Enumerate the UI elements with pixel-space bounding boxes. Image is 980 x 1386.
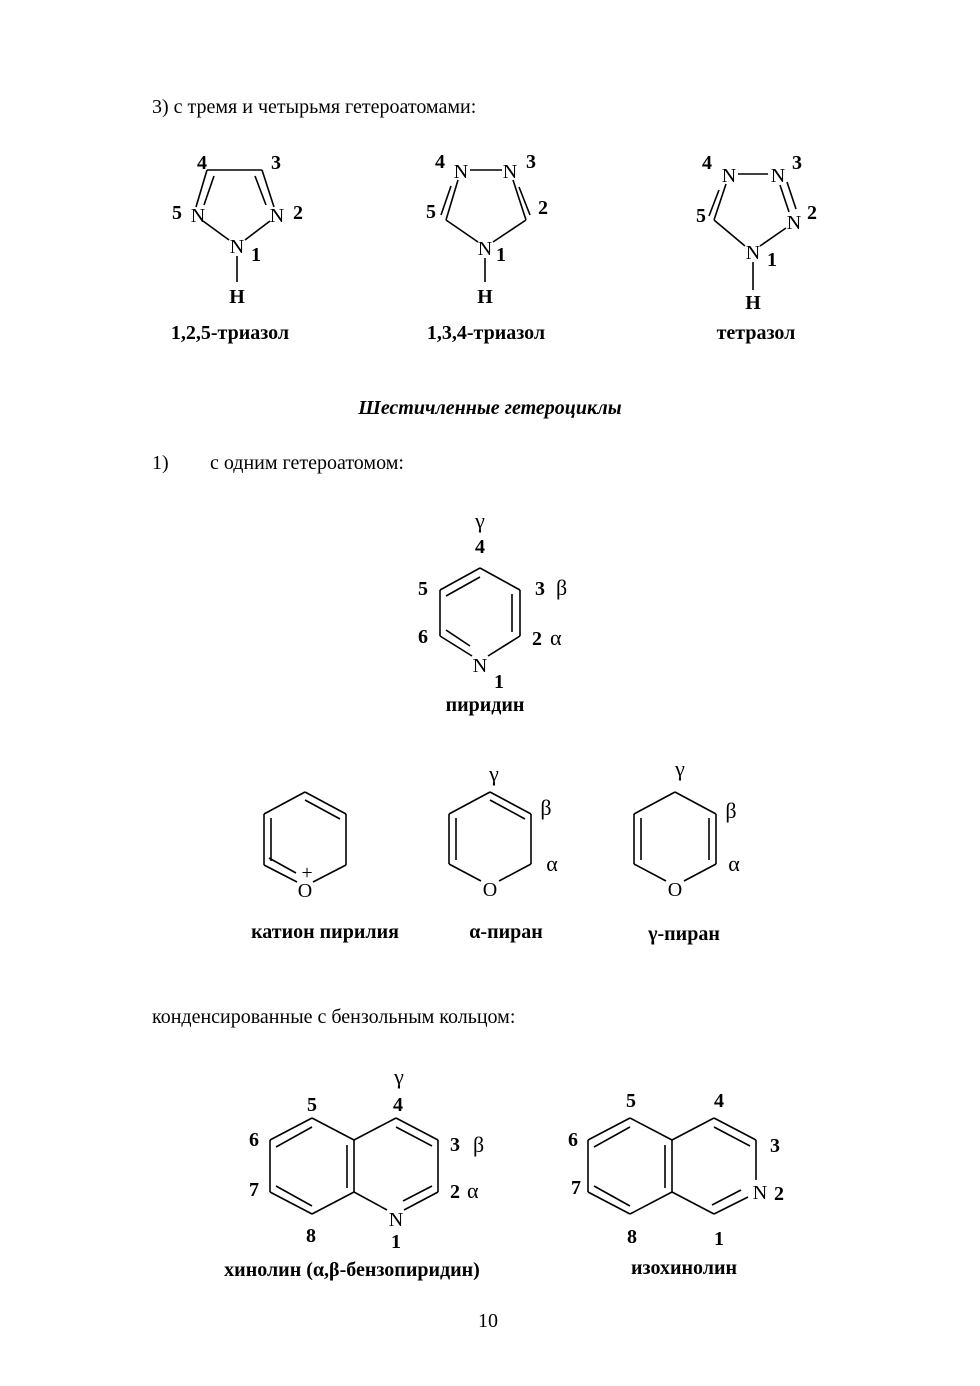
tetrazole-atom-n4: N bbox=[721, 165, 737, 187]
triazole-134-pos-5: 5 bbox=[426, 201, 436, 223]
intro-three-four-heteroatoms: 3) с тремя и четырьмя гетероатомами: bbox=[152, 96, 477, 118]
gamma-pyran-beta: β bbox=[725, 798, 737, 823]
alpha-pyran-name bbox=[406, 921, 606, 944]
tetrazole-atom-n3: N bbox=[770, 165, 786, 187]
pyridine-alpha: α bbox=[550, 625, 562, 650]
pyridine-pos-3: 3 bbox=[535, 578, 545, 600]
gamma-pyran-gamma: γ bbox=[675, 756, 685, 781]
triazole-125-atom-n5: N bbox=[190, 205, 206, 227]
section-heading-six-membered: Шестичленные гетероциклы bbox=[358, 397, 622, 419]
quinoline-pos-1: 1 bbox=[391, 1231, 401, 1253]
triazole-134-pos-2: 2 bbox=[538, 197, 548, 219]
isoquinoline-pos-6: 6 bbox=[568, 1129, 578, 1151]
gamma-pyran-name-text: -пиран bbox=[657, 923, 720, 945]
isoquinoline-pos-2: 2 bbox=[774, 1183, 784, 1205]
triazole-134-pos-4: 4 bbox=[435, 151, 445, 173]
triazole-134-atom-n1: N bbox=[477, 238, 493, 260]
list-item-text: с одним гетероатомом: bbox=[210, 452, 404, 474]
isoquinoline-pos-7: 7 bbox=[571, 1177, 581, 1199]
isoquinoline-name: изохинолин bbox=[631, 1257, 737, 1279]
triazole-125-pos-3: 3 bbox=[271, 152, 281, 174]
alpha-pyran-alpha: α bbox=[546, 851, 558, 876]
quinoline-pos-2: 2 bbox=[450, 1181, 460, 1203]
triazole-134-structure bbox=[426, 151, 548, 308]
tetrazole-atom-n2: N bbox=[786, 212, 802, 234]
isoquinoline-pos-8: 8 bbox=[627, 1226, 637, 1248]
isoquinoline-structure bbox=[568, 1090, 784, 1250]
pyrylium-name: катион пирилия bbox=[251, 921, 399, 943]
quinoline-name: хинолин (α,β-бензопиридин) bbox=[224, 1259, 480, 1281]
triazole-125-pos-5: 5 bbox=[172, 202, 182, 224]
tetrazole-name: тетразол bbox=[716, 322, 796, 344]
triazole-125-structure bbox=[172, 152, 303, 308]
quinoline-pos-6: 6 bbox=[249, 1129, 259, 1151]
tetrazole-pos-3: 3 bbox=[792, 152, 802, 174]
page-number: 10 bbox=[478, 1310, 498, 1332]
isoquinoline-pos-3: 3 bbox=[770, 1135, 780, 1157]
triazole-125-name: 1,2,5-триазол bbox=[170, 322, 290, 344]
quinoline-pos-3: 3 bbox=[450, 1134, 460, 1156]
isoquinoline-pos-5: 5 bbox=[626, 1090, 636, 1112]
gamma-pyran-structure bbox=[634, 756, 740, 901]
triazole-134-atom-n4: N bbox=[453, 161, 469, 183]
isoquinoline-pos-1: 1 bbox=[714, 1228, 724, 1250]
pyridine-gamma: γ bbox=[475, 508, 485, 533]
triazole-125-pos-2: 2 bbox=[293, 202, 303, 224]
alpha-pyran-gamma: γ bbox=[489, 761, 499, 786]
pyrylium-structure bbox=[264, 792, 346, 902]
pyridine-pos-5: 5 bbox=[418, 578, 428, 600]
gamma-pyran-atom-o: O bbox=[667, 879, 683, 901]
pyridine-pos-6: 6 bbox=[418, 626, 428, 648]
gamma-pyran-name bbox=[584, 923, 784, 946]
quinoline-pos-8: 8 bbox=[306, 1225, 316, 1247]
triazole-134-atom-h: H bbox=[477, 286, 493, 308]
triazole-125-atom-n2: N bbox=[269, 205, 285, 227]
tetrazole-pos-1: 1 bbox=[767, 249, 777, 271]
alpha-pyran-structure bbox=[449, 761, 558, 901]
pyridine-pos-1: 1 bbox=[494, 671, 504, 693]
triazole-125-pos-4: 4 bbox=[197, 152, 207, 174]
quinoline-pos-5: 5 bbox=[307, 1094, 317, 1116]
tetrazole-pos-4: 4 bbox=[702, 152, 712, 174]
pyrylium-atom-o: O bbox=[297, 880, 313, 902]
pyrylium-charge: + bbox=[301, 862, 313, 884]
isoquinoline-atom-n: N bbox=[752, 1182, 768, 1204]
quinoline-pos-7: 7 bbox=[249, 1179, 259, 1201]
tetrazole-atom-h: H bbox=[745, 292, 761, 314]
gamma-pyran-name-greek: γ bbox=[648, 923, 658, 945]
triazole-134-atom-n3: N bbox=[502, 161, 518, 183]
tetrazole-pos-2: 2 bbox=[807, 202, 817, 224]
tetrazole-atom-n1: N bbox=[745, 242, 761, 264]
quinoline-beta: β bbox=[473, 1132, 485, 1157]
pyridine-beta: β bbox=[556, 575, 568, 600]
triazole-134-pos-3: 3 bbox=[526, 151, 536, 173]
quinoline-gamma: γ bbox=[394, 1064, 404, 1089]
gamma-pyran-alpha: α bbox=[728, 851, 740, 876]
fused-intro-text: конденсированные с бензольным кольцом: bbox=[152, 1006, 516, 1028]
pyridine-pos-4: 4 bbox=[475, 536, 485, 558]
list-marker: 1) bbox=[152, 452, 169, 474]
tetrazole-structure bbox=[696, 152, 817, 314]
alpha-pyran-beta: β bbox=[540, 795, 552, 820]
pyridine-atom-n: N bbox=[472, 655, 488, 677]
pyridine-structure bbox=[418, 508, 567, 693]
quinoline-atom-n: N bbox=[388, 1209, 404, 1231]
quinoline-pos-4: 4 bbox=[393, 1094, 403, 1116]
triazole-125-pos-1: 1 bbox=[251, 244, 261, 266]
triazole-134-pos-1: 1 bbox=[496, 244, 506, 266]
isoquinoline-pos-4: 4 bbox=[714, 1090, 724, 1112]
quinoline-alpha: α bbox=[467, 1178, 479, 1203]
tetrazole-pos-5: 5 bbox=[696, 205, 706, 227]
triazole-125-atom-h: H bbox=[229, 286, 245, 308]
alpha-pyran-name-text: -пиран bbox=[480, 921, 543, 943]
triazole-134-name: 1,3,4-триазол bbox=[426, 322, 546, 344]
triazole-125-atom-n1: N bbox=[229, 236, 245, 258]
quinoline-structure bbox=[249, 1064, 484, 1253]
alpha-pyran-atom-o: O bbox=[482, 879, 498, 901]
pyridine-name: пиридин bbox=[445, 694, 525, 716]
alpha-pyran-name-greek: α bbox=[469, 921, 481, 943]
pyridine-pos-2: 2 bbox=[532, 628, 542, 650]
